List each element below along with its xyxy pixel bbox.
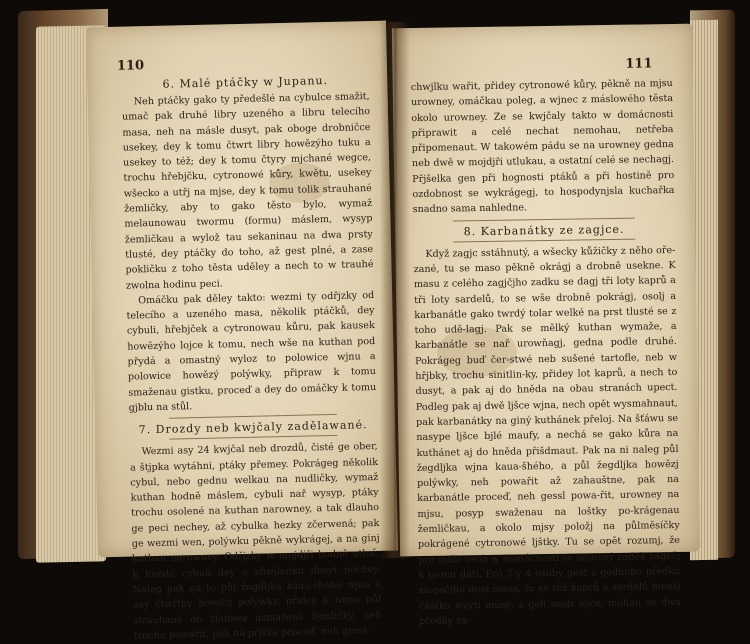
divider-rule — [453, 217, 635, 221]
page-number-left: 110 — [116, 58, 145, 74]
divider-rule — [453, 238, 635, 242]
section-8-heading: 8. Karbanátky ze zagjce. — [463, 222, 625, 238]
section-6-heading: 6. Malé ptáčky w Jupanu. — [162, 73, 329, 91]
continued-paragraph: chwjlku wařit, přidey cytronowé kůry, pěkně na mjsu urowney, omáčkau poleg, a wjnec z máslowého těsta okolo urowney. Ze se kwjčaly takto w domácnosti připrawit a celé nechat nemohau, netřeba připomenaut. W takowém pádu se na urowney gedna neb dwě w mojdjři utlukau, a ostatní celé se nechagj. Přjšelka gen při hognosti ptáků a při hostině pro ozdobnost se wykrágegj, to hospodynjsla kuchařka snadno sama nahledne. — [410, 77, 675, 216]
section-7-paragraph-1: Wezmi asy 24 kwjčal neb drozdů, čisté ge ober, a štjpka wytáhni, ptáky přemey. Pokrágeg několik cybul, nebo gednu welkau na nudličky, wymaž kuthan hodně máslem, cybuli nař wysyp, ptáky trochu osolené na kuthan narowney, a tak dlauho ge peci nechey, až cybulka hezky zčerwená; pak ge wezmi wen, polýwku pěkně wykrágej, a na ginj kuthan narowney. Odřjzky w mojdjři hodně utluč, k hnědé cybuli dey a zhwjlenku dusyt nechey. Naleg pak na to půl žegdljka kaua-šhého wjna a asy čtwrtky howězj polýwky, přidey k tomu půl strauhané do zlatowa usmažené žemličky, neh trochu powařit, pak na přjška proceď, neh gessl- — [129, 441, 382, 642]
right-page — [392, 24, 700, 627]
page-number-right: 111 — [625, 56, 653, 72]
divider-rule — [169, 414, 337, 419]
left-page-text — [121, 73, 382, 644]
divider-rule — [169, 435, 337, 440]
left-page — [86, 21, 398, 642]
section-6-paragraph-1: Neh ptáčky gako ty předešlé na cybulce smažit, umač pak druhé libry uzeného a libru telecího masa, neh na másle dusyt, pak oboge drobničce usekey, dey k tomu čtwrt libry howězýho tuku a usekey to též; dey k tomu čtyry mjchané wegce, trochu hřebjčku, cytronowé kůry, kwětu, usekey wšecko a utřj na mjse, dey k tomu tolik strauhané žemličky, aby to gako těsto bylo, wymaž melaunowau twormu (formu) máslem, wysyp žemličkau a wylož tau sekaninau na dwa prsty tlusté, dey ptáčky do toho, až gest plné, a zase pokličku z toho těsta uděley a nech to w trauhé zwolna hodinu peci. — [121, 91, 374, 292]
section-7-heading: 7. Drozdy neb kwjčaly zadělawané. — [138, 418, 368, 437]
right-page-text — [411, 76, 682, 629]
section-8-paragraph-1: Když zagjc sstáhnutý, a wšecky kůžičky z něho oře-zané, tu se maso pěkně okrágj a drobně usekne. K masu z celého zagjčjho zadku se dagj tři loty kaprů a tři loty sardelů, to se wše drobně pokrágj, osolj a karbanátle gako twrdý tolar welké na prst tlusté se z toho udě-lagj. Pak se mělký kuthan wymaže, a karbanátle se nař urowňagj, gedna podle druhé. Pokrágeg buď čer-stwé neb sušené tartofle, neb w hřjbky, trochu sinitlin-ky, přidey lot kaprů, a nech to dusyt, a pak aj do hněda na obau stranách upect. Podleg pak aj dwě ljšce wjna, nech opět wysmahnaut, pak karbanátky na giný kuthánek přeloj. Na šťáwu se nasype ljšce bjlé maufy, a nechá se gako kůra na kuthánet aj do hněda přišdmaut. Pak na ni naleg půl žegdljka wjna kaua-šhého, a půl žegdljka howězj polýwky, neh powařit až zahauštne, pak na karbanátle proceď, neh gessl powa-řit, urowney na mjsu, posyp swaženau na loštky po-krágenau žemličkau, a okolo mjsy položj na půlměsíčky pokrágené cytronowé ljštky. Tu se opět rozumj, že pro málo osob w domácnosti se nemusý zadek zagečj k to-mu dáti. Pro 3 y 4 osoby gest z gednoho předku za-gečjho dost masa, tu se též kaprů a sardelů menšj čáštka wzýti musý; z geli osob wjce, mohau se dwa předky za- — [413, 244, 682, 627]
section-6-paragraph-2: Omáčku pak děley takto: wezmi ty odřjzky od telecího a uzeného masa, několik ptáčků, dey cybuli, hřebjček a cytronowau kůru, pak kausek howězýho lojce k tomu, nech wše na kuthan pod přydá a omastný wyloz to polowice wjnu a polowice howězý polýwky, připraw k tomu smaženau gistku, proceď a dey do omáčky k tomu gjblu na stůl. — [126, 289, 377, 414]
book-gutter — [380, 22, 410, 558]
